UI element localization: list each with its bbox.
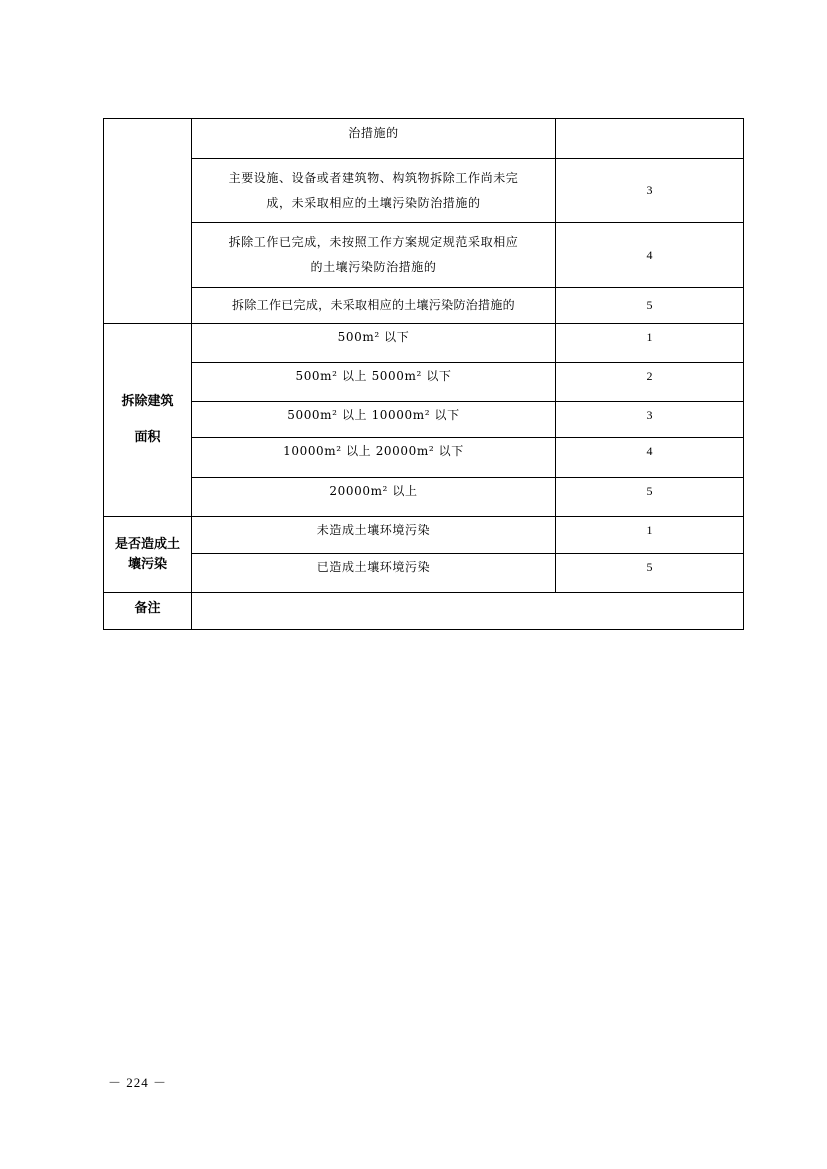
criteria-cell: 已造成土壤环境污染 xyxy=(192,554,556,593)
criteria-line: 成，未采取相应的土壤污染防治措施的 xyxy=(266,195,481,210)
category-cell-empty xyxy=(104,119,192,324)
category-line: 壤污染 xyxy=(127,556,167,572)
criteria-cell: 5000m² 以上 10000m² 以下 xyxy=(192,402,556,438)
score-cell: 2 xyxy=(556,363,744,402)
score-cell xyxy=(556,119,744,159)
scoring-table xyxy=(103,118,744,630)
score-cell: 4 xyxy=(556,438,744,478)
remarks-value xyxy=(192,593,744,630)
table-row xyxy=(104,159,744,223)
page-number: － 224 － xyxy=(108,1075,168,1090)
criteria-cell: 500m² 以上 5000m² 以下 xyxy=(192,363,556,402)
table-row xyxy=(104,438,744,478)
table-row xyxy=(104,223,744,288)
table-row xyxy=(104,119,744,159)
criteria-cell xyxy=(192,223,556,288)
criteria-cell xyxy=(192,159,556,223)
table-row xyxy=(104,288,744,324)
category-cell-pollution xyxy=(104,517,192,593)
score-cell: 3 xyxy=(556,159,744,223)
score-cell: 3 xyxy=(556,402,744,438)
criteria-line: 拆除工作已完成，未按照工作方案规定规范采取相应 xyxy=(228,235,519,249)
criteria-cell: 20000m² 以上 xyxy=(192,478,556,517)
criteria-line: 主要设施、设备或者建筑物、构筑物拆除工作尚未完 xyxy=(228,170,519,185)
score-cell: 1 xyxy=(556,324,744,363)
score-cell: 5 xyxy=(556,554,744,593)
table-row xyxy=(104,478,744,517)
criteria-cell: 治措施的 xyxy=(192,119,556,159)
criteria-cell: 500m² 以下 xyxy=(192,324,556,363)
score-cell: 5 xyxy=(556,288,744,324)
table-row xyxy=(104,363,744,402)
table-row xyxy=(104,324,744,363)
score-cell: 4 xyxy=(556,223,744,288)
criteria-cell: 拆除工作已完成，未采取相应的土壤污染防治措施的 xyxy=(192,288,556,324)
table-row xyxy=(104,593,744,630)
category-cell-area xyxy=(104,324,192,517)
table-row xyxy=(104,554,744,593)
remarks-label: 备注 xyxy=(104,593,192,630)
table-row xyxy=(104,517,744,554)
criteria-line: 的土壤污染防治措施的 xyxy=(310,260,437,274)
category-line: 拆除建筑 xyxy=(121,394,174,409)
score-cell: 5 xyxy=(556,478,744,517)
category-line: 是否造成土 xyxy=(114,536,180,552)
criteria-cell: 10000m² 以上 20000m² 以下 xyxy=(192,438,556,478)
category-line: 面积 xyxy=(134,430,161,445)
criteria-cell: 未造成土壤环境污染 xyxy=(192,517,556,554)
table-row xyxy=(104,402,744,438)
score-cell: 1 xyxy=(556,517,744,554)
